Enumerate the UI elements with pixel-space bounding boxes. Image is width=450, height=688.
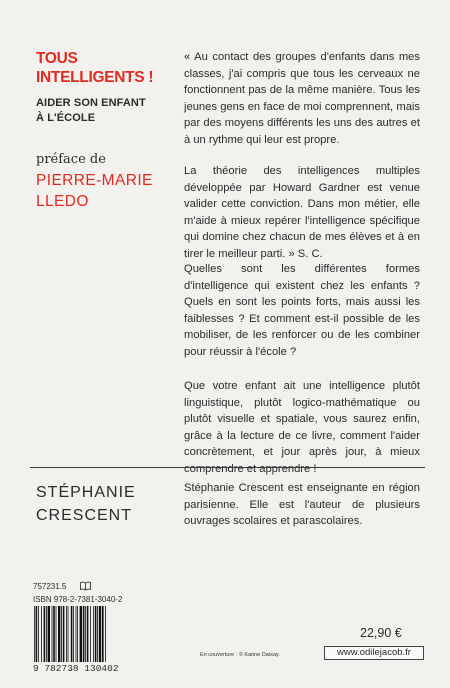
blurb-paragraph-1: « Au contact des groupes d'enfants dans mes classes, j'ai compris que tous les cerveaux ne fonctionnent pas de la même manière. Tous les jeunes gens en face de moi comprennent, mais par des moyens différents les uns des autres et à un rythme qui leur est propre. bbox=[184, 51, 420, 146]
isbn: ISBN 978-2-7381-3040-2 bbox=[33, 595, 123, 604]
preface-label: préface de bbox=[36, 152, 106, 167]
blurb-paragraph-4: Que votre enfant ait une intelligence plutôt linguistique, plutôt logico-mathématique ou plutôt visuelle et spatiale, vous saurez enfin, grâce à la lecture de ce livre, comment l'aider concrètement, et jour après jour, à mieux comprendre et apprendre ! bbox=[184, 380, 420, 475]
price: 22,90 € bbox=[360, 626, 402, 640]
book-icon bbox=[80, 581, 91, 591]
barcode bbox=[33, 606, 136, 662]
author-name: STÉPHANIE CRESCENT bbox=[36, 484, 136, 524]
barcode-digits: 9 782738 130402 bbox=[33, 663, 119, 674]
publisher-website: www.odilejacob.fr bbox=[324, 646, 424, 660]
blurb-paragraph-3: Quelles sont les différentes formes d'intelligence qui existent chez les enfants ? Quels en sont les points forts, mais aussi les faiblesses ? Et comment est-il possible de les mobiliser, de les renforcer ou de les combiner pour réussir à l'école ? bbox=[184, 263, 420, 358]
book-subtitle: AIDER SON ENFANT À L'ÉCOLE bbox=[36, 97, 146, 124]
cover-credit: En couverture : © Karine Daisay. bbox=[200, 652, 280, 658]
section-divider bbox=[30, 467, 425, 468]
book-title: TOUS INTELLIGENTS ! bbox=[36, 50, 154, 86]
author-bio: Stéphanie Crescent est enseignante en région parisienne. Elle est l'auteur de plusieurs ouvrages scolaires et parascolaires. bbox=[184, 482, 420, 528]
preface-author-name: PIERRE-MARIE LLEDO bbox=[36, 172, 153, 210]
product-code: 757231.5 bbox=[33, 582, 67, 591]
blurb-paragraph-2: La théorie des intelligences multiples développée par Howard Gardner est venue valider cette conviction. Dans mon métier, elle m'aide à mieux repérer l'intelligence spécifique qui domine chez chacun de mes élèves et à en tirer le meilleur parti. » S. C. bbox=[184, 165, 420, 260]
